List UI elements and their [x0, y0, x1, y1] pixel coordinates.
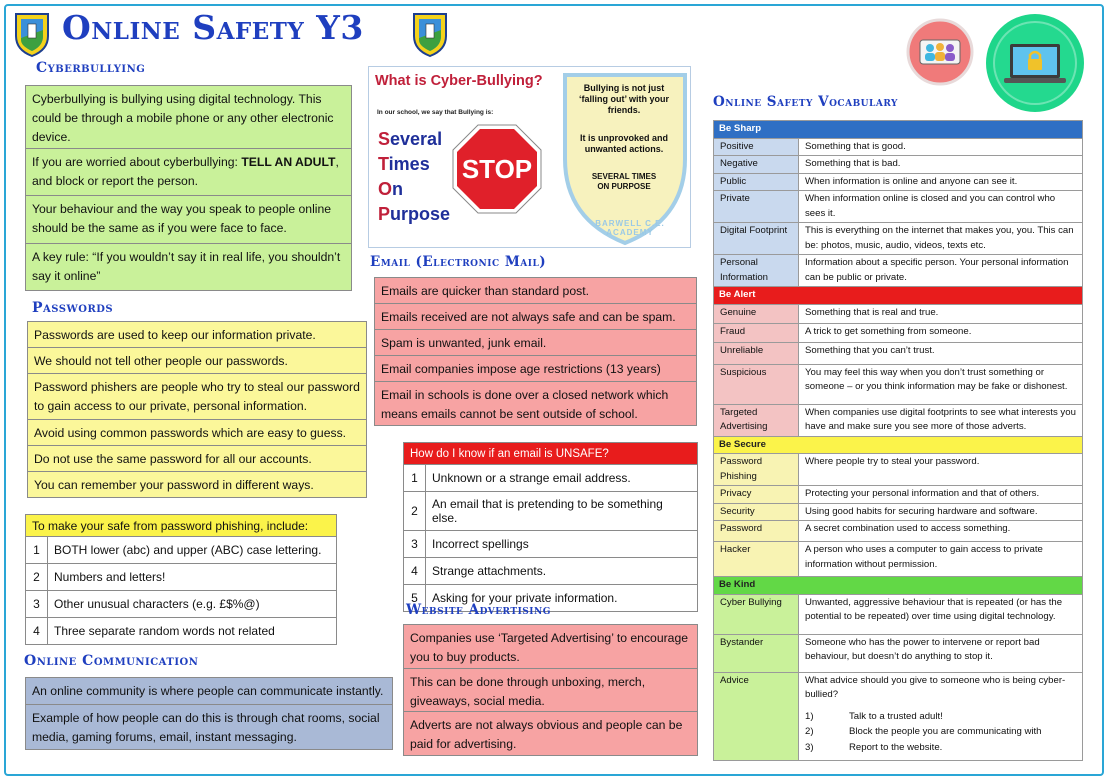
advertising-heading: Website Advertising [406, 602, 551, 618]
advice-list [805, 709, 1076, 756]
table-row: Negative Something that is bad. [714, 156, 1083, 174]
stop-text: STOP [461, 154, 533, 184]
poster-acronym: Several Times On Purpose [378, 129, 451, 224]
table-row: Hacker A person who uses a computer to gain access to private information without permission. [714, 542, 1083, 577]
poster-shield-text: It is unprovoked and unwanted actions. [579, 133, 668, 154]
poster-subtitle: In our school, we say that Bullying is: [377, 109, 494, 116]
list-item: Spam is unwanted, junk email. [374, 329, 697, 356]
list-item: We should not tell other people our passwords. [27, 347, 367, 374]
table-row: 1 BOTH lower (abc) and upper (ABC) case lettering. [26, 537, 337, 564]
table-row: 3 Other unusual characters (e.g. £$%@) [26, 591, 337, 618]
list-item: Avoid using common passwords which are easy to guess. [27, 419, 367, 446]
list-item: Password phishers are people who try to steal our password to gain access to our private, personal information. [27, 373, 367, 420]
list-item: Companies use ‘Targeted Advertising’ to encourage you to buy products. [403, 624, 698, 669]
list-item: 2) Block the people you are communicating with [805, 726, 1042, 737]
table-row: Privacy Protecting your personal information and that of others. [714, 486, 1083, 504]
table-row: Private When information online is closed and you can control who sees it. [714, 191, 1083, 223]
group-people-icon [906, 18, 974, 86]
communication-panel [25, 678, 393, 750]
list-item: 1) Talk to a trusted adult! [805, 710, 943, 722]
poster-shield-text: SEVERAL TIMES ON PURPOSE [591, 172, 657, 191]
list-item: Cyberbullying is bullying using digital technology. This could be through a mobile phone or any other electronic device. [25, 85, 352, 149]
list-item: Emails received are not always safe and can be spam. [374, 303, 697, 330]
school-crest-icon [12, 10, 52, 58]
table-row: 4 Three separate random words not related [26, 618, 337, 645]
advertising-panel [403, 625, 698, 756]
cyberbullying-panel [25, 86, 352, 291]
stop-sign-icon [451, 123, 543, 215]
table-row: Targeted Advertising When companies use digital footprints to see what interests you have and make sure you see more of those adverts. [714, 404, 1083, 436]
table-row: 2 Numbers and letters! [26, 564, 337, 591]
table-row: Password Phishing Where people try to steal your password. [714, 454, 1083, 486]
poster-academy-name: BARWELL C.E. ACADEMY [595, 219, 665, 237]
secure-laptop-icon [984, 12, 1086, 114]
table-row: Suspicious You may feel this way when you don’t trust something or someone – or you think information may be fake or dishonest. [714, 364, 1083, 404]
cyberbullying-heading: Cyberbullying [36, 60, 146, 76]
email-panel [374, 278, 697, 426]
email-heading: Email (Electronic Mail) [370, 254, 547, 270]
list-item: Emails are quicker than standard post. [374, 277, 697, 304]
passwords-heading: Passwords [32, 300, 114, 316]
table-row: Positive Something that is good. [714, 138, 1083, 156]
table-row: Personal Information Information about a specific person. Your personal information can be public or private. [714, 255, 1083, 287]
vocabulary-table [713, 120, 1083, 761]
list-item: Email in schools is done over a closed network which means emails cannot be sent outside of school. [374, 381, 697, 426]
vocabulary-heading: Online Safety Vocabulary [713, 94, 898, 110]
passwords-panel [27, 322, 367, 498]
table-row: 4 Strange attachments. [404, 558, 698, 585]
list-item: An online community is where people can communicate instantly. [25, 677, 393, 705]
table-row: Cyber Bullying Unwanted, aggressive behaviour that is repeated (or has the potential to be repeated) over time using digital technology. [714, 594, 1083, 634]
table-row: Public When information is online and anyone can see it. [714, 173, 1083, 191]
section-header: Be Alert [714, 287, 1083, 305]
table-row: 1 Unknown or a strange email address. [404, 465, 698, 492]
list-item: If you are worried about cyberbullying: TELL AN ADULT, and block or report the person. [25, 148, 352, 196]
page-title: Online Safety Y3 [62, 8, 364, 47]
section-header: Be Kind [714, 577, 1083, 595]
table-row: 3 Incorrect spellings [404, 531, 698, 558]
table-row: Genuine Something that is real and true. [714, 304, 1083, 323]
list-item: Example of how people can do this is through chat rooms, social media, gaming forums, email, instant messaging. [25, 704, 393, 750]
table-row: Unreliable Something that you can’t trust. [714, 342, 1083, 364]
table-header: To make your safe from password phishing, include: [26, 515, 337, 537]
list-item: Passwords are used to keep our information private. [27, 321, 367, 348]
table-row: Security Using good habits for securing hardware and software. [714, 503, 1083, 521]
list-item: Adverts are not always obvious and people can be paid for advertising. [403, 711, 698, 756]
poster-title: What is Cyber-Bullying? [375, 73, 543, 89]
list-item: This can be done through unboxing, merch, giveaways, social media. [403, 668, 698, 712]
table-row: Bystander Someone who has the power to intervene or report bad behaviour, but doesn’t do anything to stop it. [714, 634, 1083, 672]
table-header: How do I know if an email is UNSAFE? [404, 443, 698, 465]
section-header: Be Secure [714, 436, 1083, 454]
list-item: A key rule: “If you wouldn’t say it in real life, you shouldn’t say it online” [25, 243, 352, 291]
cyberbullying-poster [368, 66, 691, 248]
section-header: Be Sharp [714, 121, 1083, 139]
table-row: 2 An email that is pretending to be something else. [404, 492, 698, 531]
list-item: You can remember your password in different ways. [27, 471, 367, 498]
table-row: Password A secret combination used to access something. [714, 521, 1083, 542]
phishing-table [25, 514, 337, 645]
table-row: Digital Footprint This is everything on the internet that makes you, you. This can be: photos, music, audio, videos, texts etc. [714, 223, 1083, 255]
table-row: 5 Asking for your private information. [404, 585, 698, 612]
communication-heading: Online Communication [24, 653, 199, 669]
school-crest-icon [410, 10, 450, 58]
list-item: Your behaviour and the way you speak to people online should be the same as if you were face to face. [25, 195, 352, 244]
poster-shield-text: Bullying is not just ‘falling out’ with your friends. [579, 83, 669, 115]
list-item: 3) Report to the website. [805, 741, 943, 753]
unsafe-email-table [403, 442, 698, 612]
list-item: Email companies impose age restrictions (13 years) [374, 355, 697, 382]
table-row: Fraud A trick to get something from someone. [714, 323, 1083, 342]
list-item: Do not use the same password for all our accounts. [27, 445, 367, 472]
table-row: Advice What advice should you give to someone who is being cyber-bullied? 1) Talk to a trusted adult! 2) Block the people you are communicating with 3) Report to the website. [714, 672, 1083, 760]
